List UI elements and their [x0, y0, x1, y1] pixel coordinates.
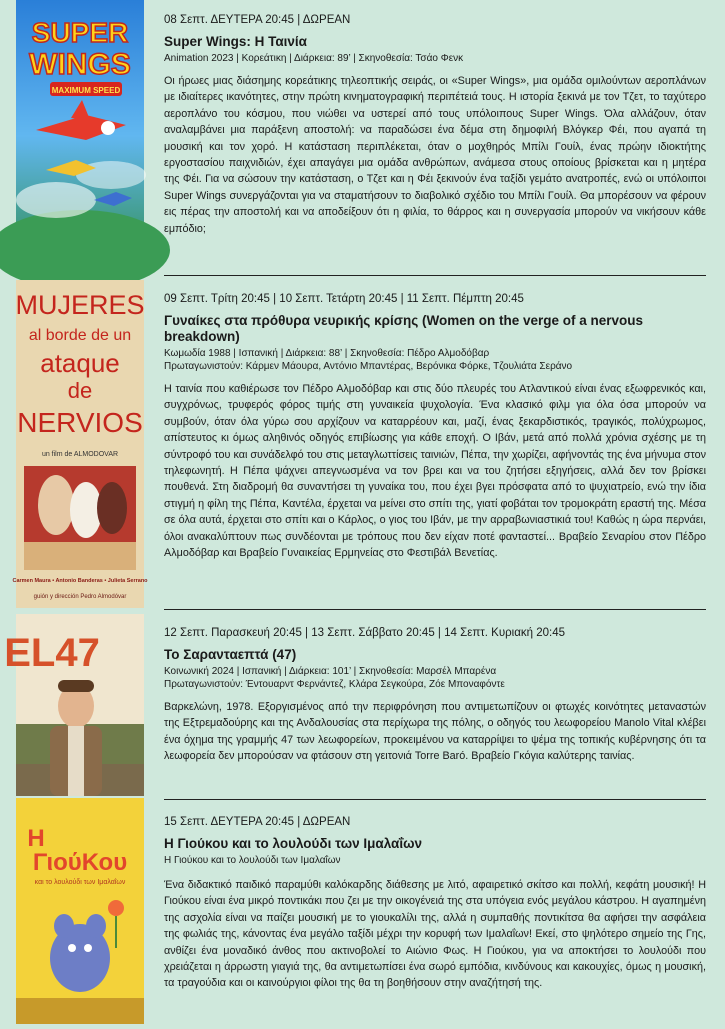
poster-mujeres-line1: MUJERES — [15, 290, 145, 320]
film-text-mujeres — [164, 293, 706, 561]
section-divider — [164, 275, 706, 276]
section-divider — [164, 609, 706, 610]
film-cast: Πρωταγωνιστούν: Κάρμεν Μάουρα, Αντόνιο Μπαντέρας, Βερόνικα Φόρκε, Τζουλιάτα Σεράνο — [164, 361, 573, 372]
screening-schedule: 12 Σεπτ. Παρασκευή 20:45 | 13 Σεπτ. Σάββατο 20:45 | 14 Σεπτ. Κυριακή 20:45 — [164, 627, 566, 639]
poster-super-wings-line2: WINGS — [29, 48, 131, 81]
film-meta: Animation 2023 | Κορεάτικη | Διάρκεια: 89’ | Σκηνοθεσία: Τσάο Φενκ — [164, 53, 464, 64]
poster-el47 — [4, 614, 144, 796]
poster-super-wings — [16, 0, 144, 272]
poster-yuku — [16, 798, 144, 1024]
poster-mujeres-director: guión y dirección Pedro Almodóvar — [33, 594, 127, 600]
poster-mujeres-line4: de — [67, 378, 93, 403]
film-description: Βαρκελώνη, 1978. Εξοργισμένος από την περιφρόνηση που αντιμετωπίζουν οι φτωχές κοινότητες μεταναστών της Εξτρεμαδούρης και της Ανδαλουσίας στα περίχωρα της πόλης, ο οδηγός του λεωφορείου Manolo Vital κλέβει ένα όχημα της γραμμής 47 των λεωφορείων, προκειμένου να καταρρίψει το ψέμα της τοπικής κυβέρνησης ότι τα λεωφορεία δεν μπορούσαν να φτάσουν στη γειτονιά Torre Baró. Βραβείο Γκόγια καλύτερης ταινίας. — [164, 701, 706, 763]
film-description: Οι ήρωες μιας διάσημης κορεάτικης τηλεοπτικής σειράς, οι «Super Wings», μια ομάδα ομιλούντων αεροπλάνων με ιδιαίτερες ικανότητες, στην πρώτη κινηματογραφική περιπέτειά τους. Η ιστορία ξεκινά με τον Τζετ, το ταχύτερο αεροπλάνο του κόσμου, που νιώθει να υστερεί από τους υπόλοιπους Super Wings. Όλα αλλάζουν, όταν αναλαμβάνει μια παράξενη αποστολή: να παραδώσει ένα δέμα στη δημοφιλή Βλόγκερ Φέι, που αγαπά τη μουσική και τον χορό. Η κατάσταση περιπλέκεται, όταν ο μοχθηρός Μπίλι Γουίλ, ένας πρώην ιδιοκτήτης εργοστασίου παιχνιδιών, έχει απαγάγει μια ομάδα ανθρώπων, ανάμεσα στους οποίους βρίσκεται και η μητέρα της Φέι. Για να σώσουν την κατάσταση, ο Τζετ και η Φέι ξεκινούν ένα ταξίδι γεμάτο ανατροπές, ενώ οι υπόλοιποι Super Wings συνεργάζονται για να σταματήσουν το διαβολικό σχέδιο του Μπίλι Γουίλ. Θα μπορέσουν να φέρουν εις πέρας την αποστολή και να αποδείξουν ότι η φιλία, το θάρρος και η συνεργασία μπορούν να νικήσουν κάθε εμπόδιο; — [164, 75, 706, 235]
poster-mujeres-line2: al borde de un — [28, 327, 132, 344]
film-meta: Κωμωδία 1988 | Ισπανική | Διάρκεια: 88’ | Σκηνοθεσία: Πέδρο Αλμοδόβαρ — [164, 348, 490, 359]
poster-mujeres-line5: NERVIOS — [17, 407, 143, 438]
poster-mujeres-credit: un film de ALMODOVAR — [41, 451, 119, 458]
film-text-yuku — [164, 816, 706, 992]
film-text-super-wings — [164, 14, 706, 237]
film-text-el47 — [164, 627, 706, 765]
screening-schedule: 09 Σεπτ. Τρίτη 20:45 | 10 Σεπτ. Τετάρτη 20:45 | 11 Σεπτ. Πέμπτη 20:45 — [164, 293, 524, 305]
poster-yuku-line1: Η — [27, 825, 45, 852]
poster-el47-title: EL47 — [4, 631, 100, 675]
film-cast: Πρωταγωνιστούν: Έντουαρντ Φερνάντεζ, Κλάρα Σεγκούρα, Ζόε Μποναφόντε — [164, 679, 505, 690]
film-subtitle: Η Γιούκου και το λουλούδι των Ιμαλαΐων — [164, 855, 341, 866]
film-title: Η Γιούκου και το λουλούδι των Ιμαλαΐων — [164, 836, 423, 851]
film-title: Γυναίκες στα πρόθυρα νευρικής κρίσης (Women on the verge of a nervous breakdown) — [164, 313, 643, 344]
poster-yuku-line3: και το λουλούδι των Ιμαλαΐων — [34, 879, 126, 886]
poster-mujeres-cast: Carmen Maura • Antonio Banderas • Julieta Serrano — [12, 578, 148, 584]
screening-schedule: 08 Σεπτ. ΔΕΥΤΕΡΑ 20:45 | ΔΩΡΕΑΝ — [164, 14, 351, 26]
poster-yuku-line2: ΓιούΚου — [32, 849, 128, 876]
poster-mujeres — [12, 280, 148, 608]
film-description: Ένα διδακτικό παιδικό παραμύθι καλόκαρδης διάθεσης με λιτό, αφαιρετικό σκίτσο και πολλή, κεφάτη μουσική! Η Γιούκου είναι ένα μικρό ποντικάκι που ζει με την οικογένειά της στα υπόγεια ενός μεγάλου κάστρου. Η αγαπημένη της ασχολία είναι να παίζει μουσική με το γιουκαλίλι της, αλλά η συμπαθής ποντικίτσα θα αφήσει την ασφάλεια της φωλιάς της, κάνοντας ένα μεγάλο ταξίδι μέχρι την κορυφή των Ιμαλαΐων! Εκεί, στο ψηλότερο σημείο της Γης, ανθίζει ένα μοναδικό άνθος που ακτινοβολεί το Αιώνιο Φως. Η Γιούκου, για να αποκτήσει το λουλούδι που χρειάζεται η άρρωστη γιαγιά της, θα αντιμετωπίσει ένα σωρό εμπόδια, κινδύνους και κακουχίες, όμως η μουσική, τα τραγούδια και οι καινούργιοι φίλοι της θα τη βοηθήσουν στην αναζήτησή της. — [164, 879, 706, 990]
film-meta: Κοινωνική 2024 | Ισπανική | Διάρκεια: 101’ | Σκηνοθεσία: Μαρσέλ Μπαρένα — [164, 666, 497, 677]
poster-super-wings-line1: SUPER — [31, 17, 129, 48]
poster-mujeres-line3: ataque — [40, 348, 120, 378]
poster-super-wings-subtitle: MAXIMUM SPEED — [51, 86, 121, 95]
screening-schedule: 15 Σεπτ. ΔΕΥΤΕΡΑ 20:45 | ΔΩΡΕΑΝ — [164, 816, 351, 828]
film-description: Η ταινία που καθιέρωσε τον Πέδρο Αλμοδόβαρ και στις δύο πλευρές του Ατλαντικού είναι ένας εξωφρενικός και, συγχρόνως, τρυφερός φόρος τιμής στη γυναικεία ψυχολογία. Ένα κλασικό φιλμ για όλα όσα μπορούν να συμβούν, όταν όλα γύρω σου αρχίζουν να καταρρέουν και, μαζί, ένας ξεκαρδιστικός, τραγικός, πολύχρωμος, απίστευτος κι όμως αληθινός οδηγός επιβίωσης για κάθε εποχή. Ο Ιβάν, μετά από πολλά χρόνια σχέσης με τη σύντροφό του και συνάδελφό του στις μεταγλωττίσεις ταινιών, Πέπα, την χωρίζει, αφήνοντάς της ένα μήνυμα στον τηλεφωνητή. Η Πέπα ψάχνει απεγνωσμένα να τον βρει και να του ζητήσει εξηγήσεις, αλλά δεν τον βρίσκει πουθενά. Στη διαδρομή θα συναντήσει τη γυναίκα του, που έχει βγει πρόσφατα από το ψυχιατρείο, ενώ την ίδια στιγμή η φίλη της Πέπα, Καντέλα, έρχεται να μείνει στο σπίτι της, γιατί φοβάται τον τρομοκράτη εραστή της. Μέσα σε όλα αυτά, έρχεται στο σπίτι και ο Κάρλος, ο γιος του Ιβάν, με την αρραβωνιαστικιά του! Καθώς η ώρα περνάει, όλοι ανακαλύπτουν πως συνδέονται με τρόπους που δεν είχαν ποτέ φανταστεί... Βραβείο Σεναρίου στον Πέδρο Αλμοδόβαρ και Βραβείο Γυναικείας Ερμηνείας στο Φεστιβάλ Βενετίας. — [164, 383, 706, 560]
film-title: Super Wings: Η Ταινία — [164, 34, 307, 49]
section-divider — [164, 799, 706, 800]
film-title: Το Σαρανταεπτά (47) — [164, 647, 297, 662]
